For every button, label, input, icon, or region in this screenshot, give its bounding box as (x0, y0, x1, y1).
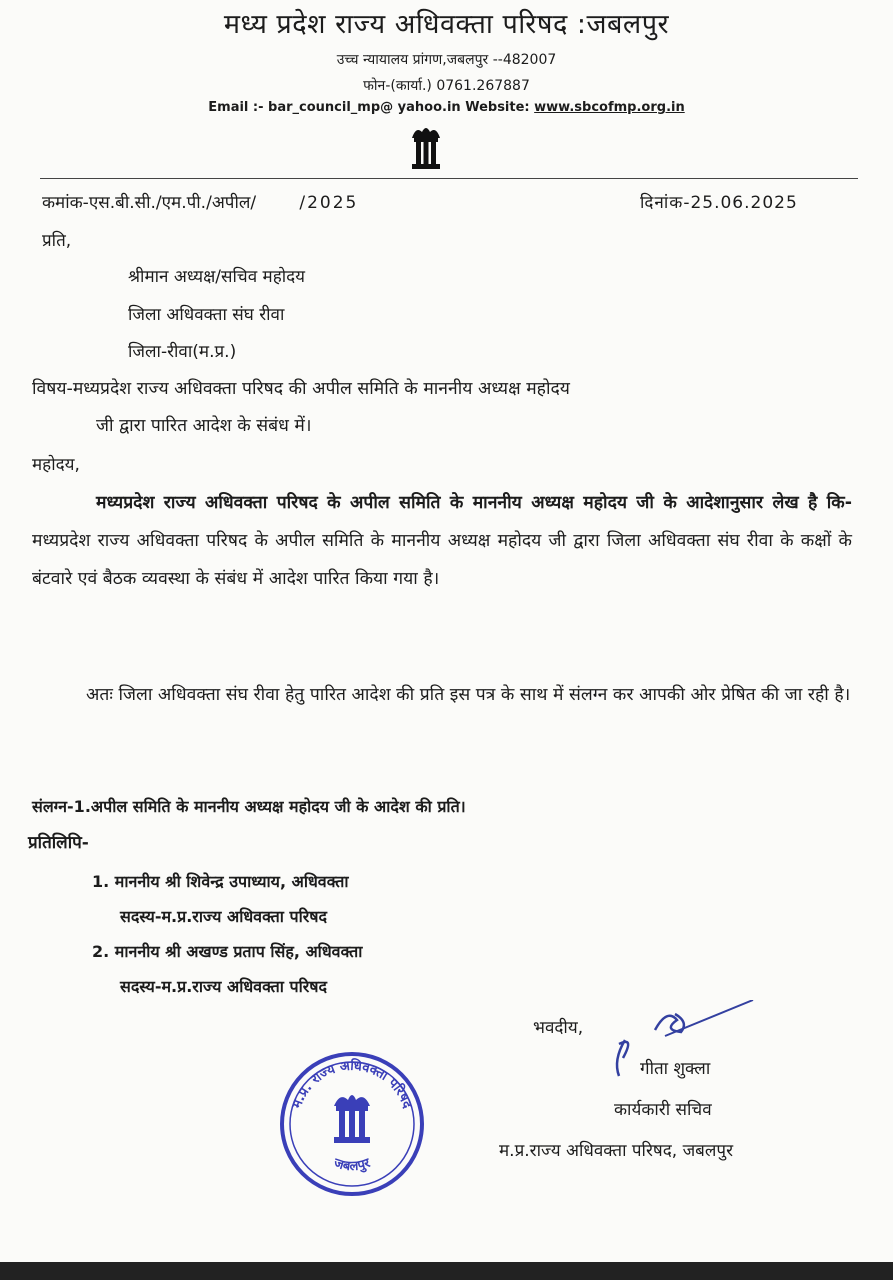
signatory-designation: कार्यकारी सचिव (614, 1100, 712, 1120)
letterhead-title: मध्य प्रदेश राज्य अधिवक्ता परिषद :जबलपुर (223, 9, 670, 40)
paragraph-1-text: मध्यप्रदेश राज्य अधिवक्ता परिषद के अपील समिति के माननीय अध्यक्ष महोदय जी द्वारा जिला अधिवक्ता संघ रीवा के कक्षों के बंटवारे एवं बैठक व्यवस्था के संबंध में आदेश पारित किया गया है। (32, 531, 852, 589)
seal-top-text: म.प्र. राज्य अधिवक्ता परिषद (289, 1058, 415, 1111)
copy-item-2: 2. माननीय श्री अखण्ड प्रताप सिंह, अधिवक्ता (92, 942, 363, 961)
reference-year: /2025 (299, 193, 359, 213)
seal-bottom-text: जबलपुर (331, 1155, 373, 1175)
copy-item-1-detail: सदस्य-म.प्र.राज्य अधिवक्ता परिषद (120, 907, 328, 926)
seal-emblem-icon (334, 1095, 370, 1143)
website-link[interactable]: www.sbcofmp.org.in (534, 100, 685, 115)
recipient-line-3: जिला-रीवा(म.प्र.) (128, 342, 237, 362)
subject-line-1: विषय-मध्यप्रदेश राज्य अधिवक्ता परिषद की अपील समिति के माननीय अध्यक्ष महोदय (32, 379, 570, 399)
signatory-organization: म.प्र.राज्य अधिवक्ता परिषद, जबलपुर (499, 1141, 734, 1161)
svg-text:जबलपुर (331, 1156, 373, 1175)
copy-label: प्रतिलिपि- (28, 833, 89, 853)
prati-label: प्रति, (42, 231, 72, 251)
body-paragraph-1 (32, 484, 852, 598)
paragraph-1-bold: मध्यप्रदेश राज्य अधिवक्ता परिषद के अपील समिति के माननीय अध्यक्ष महोदय जी के आदेशानुसार लेख है कि- (96, 493, 852, 513)
council-seal-stamp (278, 1050, 426, 1198)
copy-item-2-detail: सदस्य-म.प्र.राज्य अधिवक्ता परिषद (120, 977, 328, 996)
letterhead-contact (0, 100, 893, 115)
pillar-emblem-icon (408, 124, 444, 172)
email-text: Email :- bar_council_mp@ yahoo.in Website: (208, 100, 535, 115)
letterhead-phone: फोन-(कार्या.) 0761.267887 (363, 78, 530, 94)
copy-item-1: 1. माननीय श्री शिवेन्द्र उपाध्याय, अधिवक्ता (92, 872, 349, 891)
salutation: महोदय, (32, 455, 80, 475)
reference-prefix: कमांक-एस.बी.सी./एम.पी./अपील/ (42, 193, 257, 213)
signatory-name: गीता शुक्ला (640, 1059, 711, 1079)
enclosure-line: संलग्न-1.अपील समिति के माननीय अध्यक्ष महोदय जी के आदेश की प्रति। (32, 797, 466, 816)
recipient-line-2: जिला अधिवक्ता संघ रीवा (128, 305, 285, 325)
subject-line-2: जी द्वारा पारित आदेश के संबंध में। (96, 416, 312, 436)
reference-number (42, 190, 358, 213)
body-paragraph-2: अतः जिला अधिवक्ता संघ रीवा हेतु पारित आदेश की प्रति इस पत्र के साथ में संलग्न कर आपकी ओर प्रेषित की जा रही है। (86, 685, 851, 705)
bottom-edge-shadow (0, 1262, 893, 1280)
letterhead-address: उच्च न्यायालय प्रांगण,जबलपुर --482007 (336, 52, 557, 68)
header-divider (40, 178, 858, 179)
recipient-line-1: श्रीमान अध्यक्ष/सचिव महोदय (128, 267, 306, 287)
closing: भवदीय, (533, 1018, 584, 1038)
letter-date: दिनांक-25.06.2025 (640, 193, 798, 213)
